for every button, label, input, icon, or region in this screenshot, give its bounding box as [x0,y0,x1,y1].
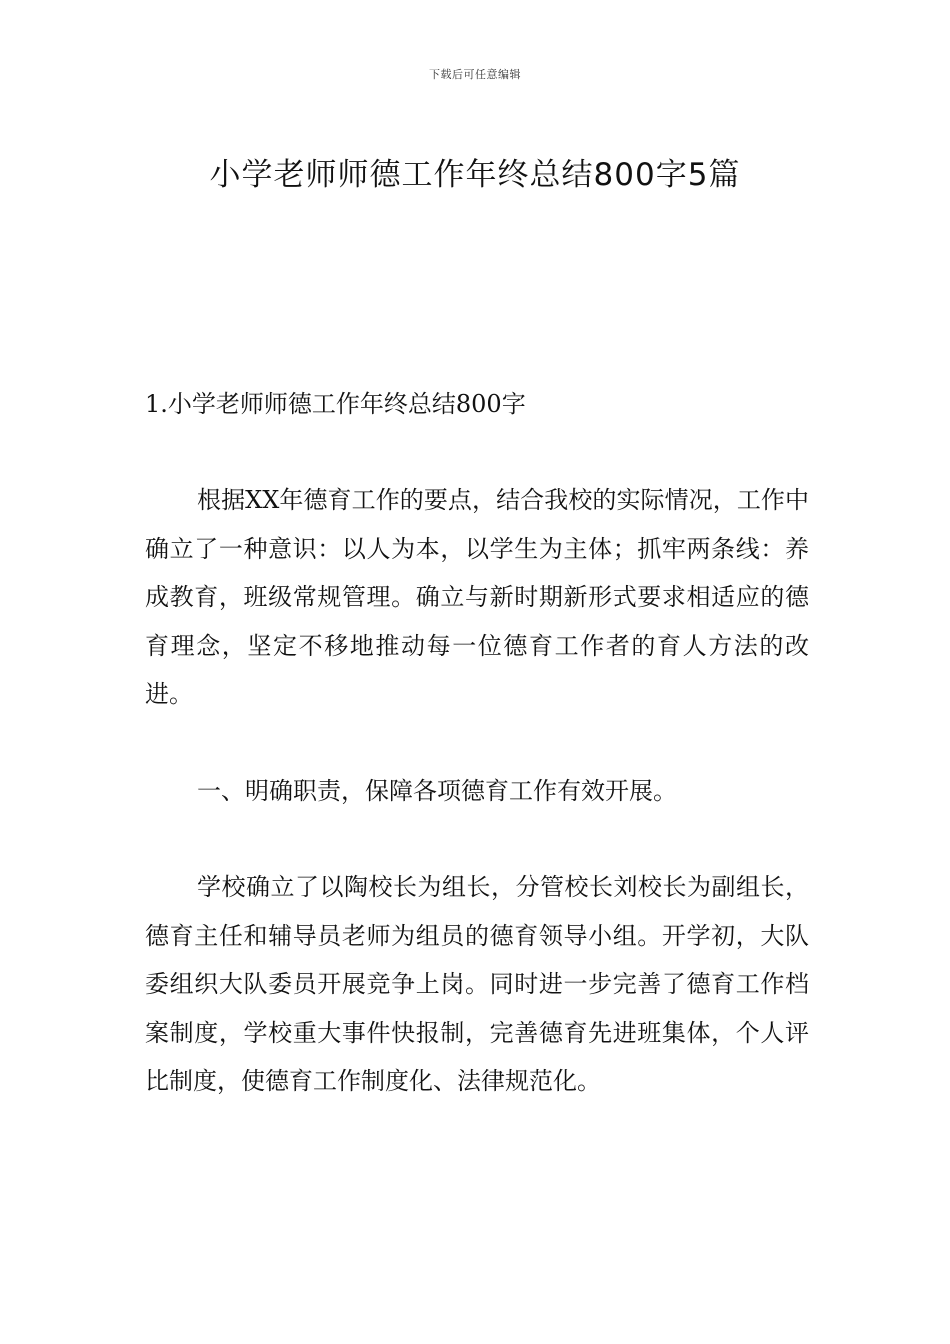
header-note: 下载后可任意编辑 [429,68,521,81]
subsection-heading: 一、明确职责，保障各项德育工作有效开展。 [197,776,677,805]
spacer [145,428,809,476]
paragraph: 根据XX年德育工作的要点，结合我校的实际情况，工作中确立了一种意识：以人为本，以学生为主体；抓牢两条线：养成教育，班级常规管理。确立与新时期新形式要求相适应的德育理念，坚定不移地推动每一位德育工作者的育人方法的改进。 [145,486,809,708]
paragraph: 学校确立了以陶校长为组长，分管校长刘校长为副组长，德育主任和辅导员老师为组员的德育领导小组。开学初，大队委组织大队委员开展竞争上岗。同时进一步完善了德育工作档案制度，学校重大事件快报制，完善德育先进班集体，个人评比制度，使德育工作制度化、法律规范化。 [145,873,809,1095]
spacer [145,719,809,767]
spacer [145,815,809,863]
document-body [145,380,809,1106]
document-title: 小学老师师德工作年终总结800字5篇 [209,156,741,193]
section-heading: 1.小学老师师德工作年终总结800字 [145,390,526,418]
